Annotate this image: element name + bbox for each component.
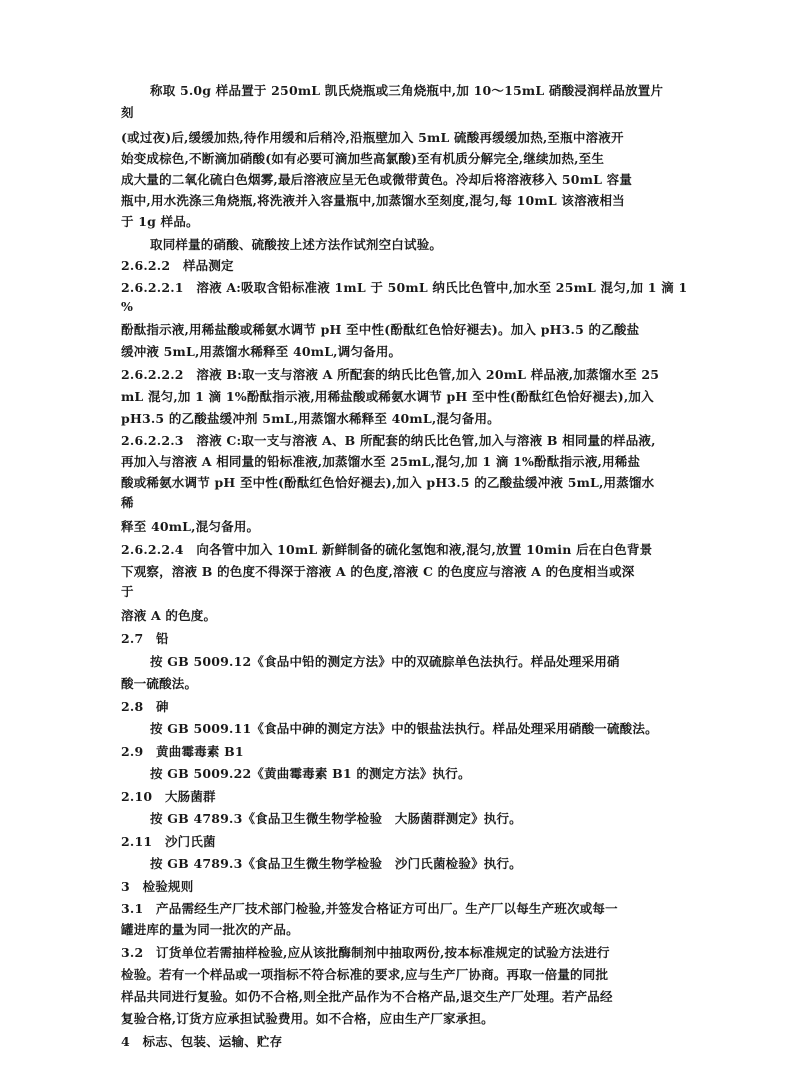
text-line: (或过夜)后,缓缓加热,待作用缓和后稍冷,沿瓶壁加入 5mL 硫酸再缓缓加热,至瓶中溶液开 bbox=[121, 130, 624, 145]
text-line: 2.6.2.2.1 溶液 A:吸取含铅标准液 1mL 于 50mL 纳氏比色管中,加水至 25mL 混匀,加 1 滴 1 bbox=[121, 280, 688, 295]
text-line: mL 混匀,加 1 滴 1%酚酞指示液,用稀盐酸或稀氨水调节 pH 至中性(酚酞红色恰好褪去),加入 bbox=[121, 389, 654, 404]
text-line: 酸一硫酸法。 bbox=[121, 676, 198, 691]
text-line: 检验。若有一个样品或一项指标不符合标准的要求,应与生产厂协商。再取一倍量的同批 bbox=[121, 967, 609, 982]
text-line: 下观察，溶液 B 的色度不得深于溶液 A 的色度,溶液 C 的色度应与溶液 A 的色度相当或深 bbox=[121, 564, 635, 579]
text-line: 按 GB 4789.3《食品卫生微生物学检验 大肠菌群测定》执行。 bbox=[150, 811, 522, 826]
text-line: 瓶中,用水洗涤三角烧瓶,将洗液并入容量瓶中,加蒸馏水至刻度,混匀,每 10mL 该溶液相当 bbox=[121, 193, 625, 208]
text-line: 罐进库的量为同一批次的产品。 bbox=[121, 922, 299, 937]
text-line: 称取 5.0g 样品置于 250mL 凯氏烧瓶或三角烧瓶中,加 10～15mL 硝酸浸润样品放置片 bbox=[150, 83, 664, 98]
text-line: 按 GB 5009.22《黄曲霉毒素 B1 的测定方法》执行。 bbox=[150, 766, 471, 781]
text-line: 成大量的二氧化硫白色烟雾,最后溶液应呈无色或微带黄色。冷却后将溶液移入 50mL 容量 bbox=[121, 172, 633, 187]
text-line: 2.6.2.2.3 溶液 C:取一支与溶液 A、B 所配套的纳氏比色管,加入与溶液 B 相同量的样品液, bbox=[121, 433, 656, 448]
section-heading: 3 检验规则 bbox=[121, 879, 194, 894]
text-line: % bbox=[121, 299, 134, 314]
text-line: 刻 bbox=[121, 105, 134, 120]
text-line: 始变成棕色,不断滴加硝酸(如有必要可滴加些高氯酸)至有机质分解完全,继续加热,至生 bbox=[121, 151, 605, 166]
section-heading: 2.6.2.2 样品测定 bbox=[121, 258, 234, 273]
text-line: 2.6.2.2.4 向各管中加入 10mL 新鲜制备的硫化氢饱和液,混匀,放置 10min 后在白色背景 bbox=[121, 542, 653, 557]
section-heading: 2.9 黄曲霉毒素 B1 bbox=[121, 744, 244, 759]
text-line: 于 1g 样品。 bbox=[121, 214, 199, 229]
text-line: 酚酞指示液,用稀盐酸或稀氨水调节 pH 至中性(酚酞红色恰好褪去)。加入 pH3.5 的乙酸盐 bbox=[121, 322, 640, 337]
text-line: 溶液 A 的色度。 bbox=[121, 608, 217, 623]
text-line: 3.2 订货单位若需抽样检验,应从该批酶制剂中抽取两份,按本标准规定的试验方法进行 bbox=[121, 945, 610, 960]
section-heading: 2.8 砷 bbox=[121, 699, 169, 714]
text-line: 稀 bbox=[121, 495, 134, 510]
text-line: 缓冲液 5mL,用蒸馏水稀释至 40mL,调匀备用。 bbox=[121, 344, 402, 359]
text-line: 复验合格,订货方应承担试验费用。如不合格，应由生产厂家承担。 bbox=[121, 1011, 494, 1026]
text-line: pH3.5 的乙酸盐缓冲剂 5mL,用蒸馏水稀释至 40mL,混匀备用。 bbox=[121, 411, 500, 426]
section-heading: 2.11 沙门氏菌 bbox=[121, 834, 216, 849]
text-line: 3.1 产品需经生产厂技术部门检验,并签发合格证方可出厂。生产厂以每生产班次或每一 bbox=[121, 901, 618, 916]
section-heading: 2.7 铅 bbox=[121, 631, 169, 646]
text-line: 酸或稀氨水调节 pH 至中性(酚酞红色恰好褪去),加入 pH3.5 的乙酸盐缓冲液 5mL,用蒸馏水 bbox=[121, 475, 655, 490]
section-heading: 4 标志、包装、运输、贮存 bbox=[121, 1034, 283, 1049]
text-line: 按 GB 5009.12《食品中铅的测定方法》中的双硫腙单色法执行。样品处理采用硝 bbox=[150, 654, 620, 669]
text-line: 再加入与溶液 A 相同量的铅标准液,加蒸馏水至 25mL,混匀,加 1 滴 1%酚酞指示液,用稀盐 bbox=[121, 454, 641, 469]
text-line: 释至 40mL,混匀备用。 bbox=[121, 519, 260, 534]
text-line: 2.6.2.2.2 溶液 B:取一支与溶液 A 所配套的纳氏比色管,加入 20mL 样品液,加蒸馏水至 25 bbox=[121, 367, 660, 382]
text-line: 样品共同进行复验。如仍不合格,则全批产品作为不合格产品,退交生产厂处理。若产品经 bbox=[121, 989, 613, 1004]
text-line: 按 GB 5009.11《食品中砷的测定方法》中的银盐法执行。样品处理采用硝酸一硫酸法。 bbox=[150, 721, 658, 736]
section-heading: 2.10 大肠菌群 bbox=[121, 789, 216, 804]
text-line: 按 GB 4789.3《食品卫生微生物学检验 沙门氏菌检验》执行。 bbox=[150, 856, 522, 871]
text-line: 于 bbox=[121, 584, 134, 599]
text-line: 取同样量的硝酸、硫酸按上述方法作试剂空白试验。 bbox=[150, 237, 443, 252]
